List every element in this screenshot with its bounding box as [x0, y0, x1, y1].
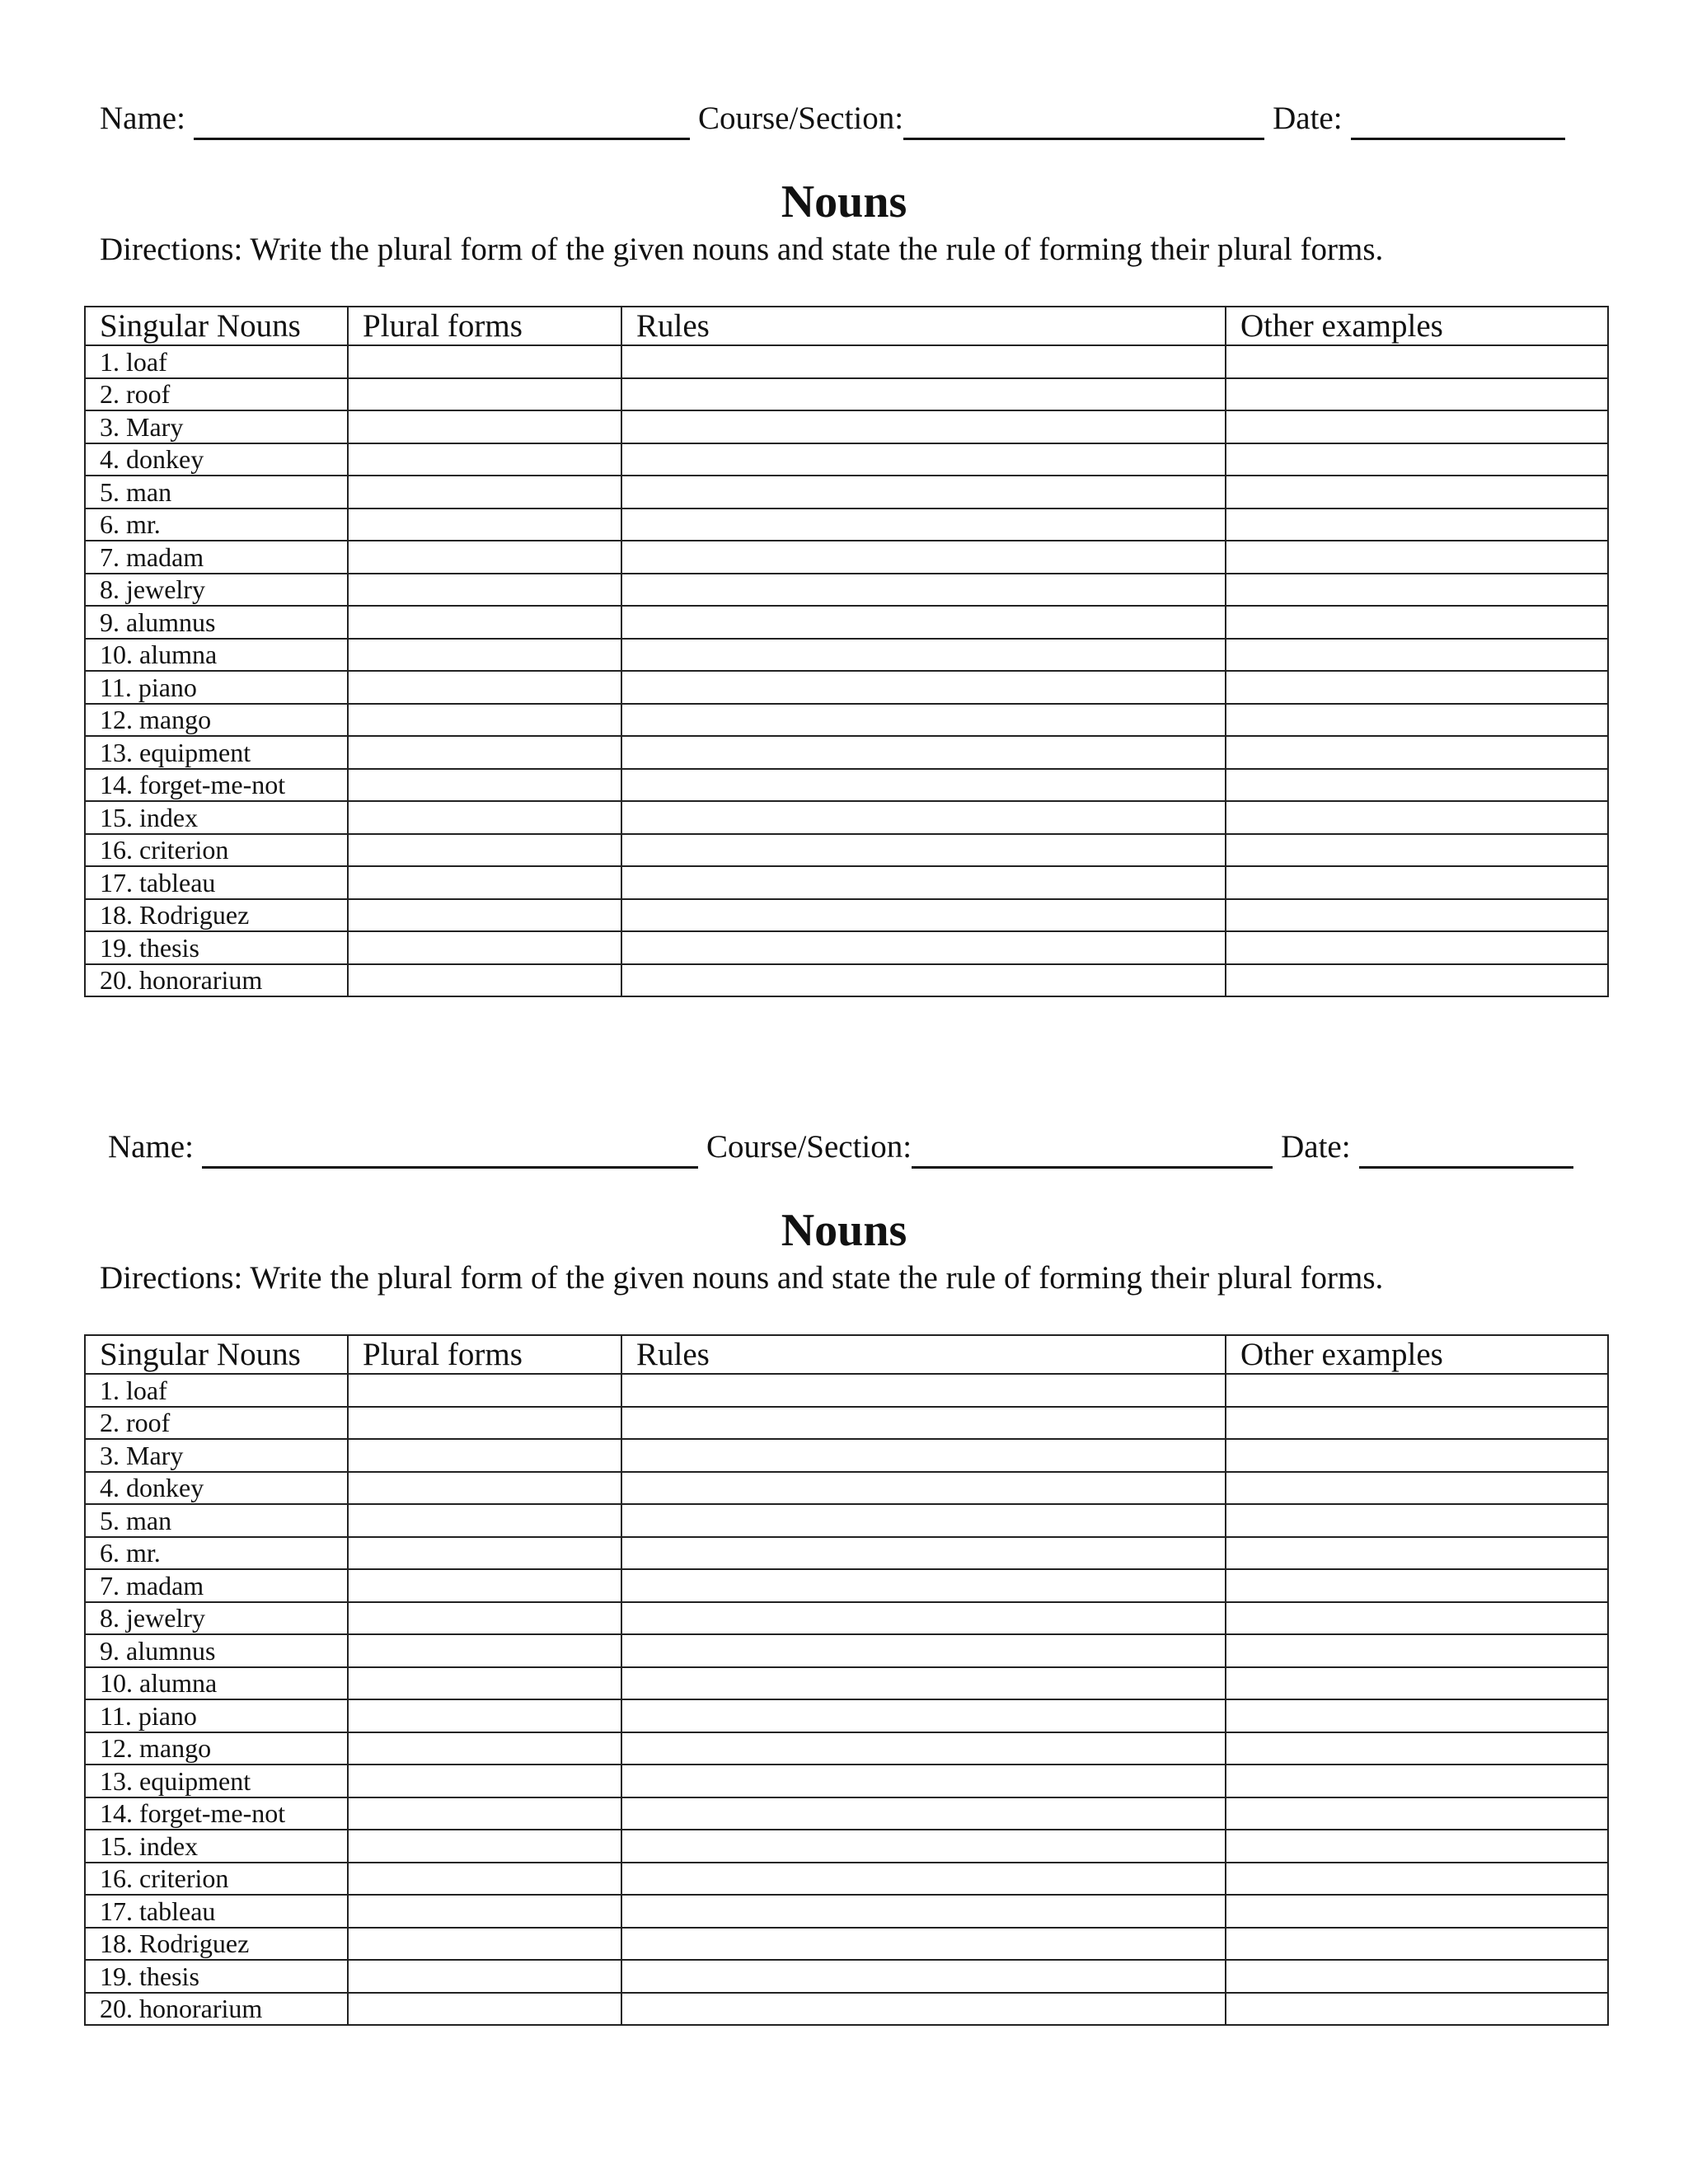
singular-noun: 20. honorarium	[85, 1993, 348, 2026]
table-row	[85, 1472, 1608, 1505]
table-row	[85, 834, 1608, 867]
rule-cell[interactable]	[621, 1830, 1226, 1863]
table-row	[85, 1895, 1608, 1928]
table-row	[85, 1537, 1608, 1570]
table-header-row	[85, 307, 1608, 345]
table-row	[85, 509, 1608, 541]
table-row	[85, 1374, 1608, 1407]
singular-noun: 17. tableau	[85, 866, 348, 899]
rule-cell[interactable]	[621, 1569, 1226, 1602]
table-row	[85, 899, 1608, 932]
singular-noun: 12. mango	[85, 704, 348, 737]
table-row	[85, 1634, 1608, 1667]
table-row	[85, 378, 1608, 411]
other-examples-cell[interactable]	[1226, 1699, 1608, 1732]
plural-form-cell[interactable]	[348, 834, 621, 867]
singular-noun: 8. jewelry	[85, 1602, 348, 1635]
plural-form-cell[interactable]	[348, 736, 621, 769]
singular-noun: 6. mr.	[85, 1537, 348, 1570]
other-examples-cell[interactable]	[1226, 1830, 1608, 1863]
singular-noun: 11. piano	[85, 671, 348, 704]
singular-noun: 6. mr.	[85, 509, 348, 541]
singular-noun: 15. index	[85, 1830, 348, 1863]
singular-noun: 18. Rodriguez	[85, 1928, 348, 1961]
table-row	[85, 1928, 1608, 1961]
table-header-row	[85, 1335, 1608, 1374]
other-examples-cell[interactable]	[1226, 931, 1608, 964]
rule-cell[interactable]	[621, 1602, 1226, 1635]
singular-noun: 19. thesis	[85, 1960, 348, 1993]
rule-cell[interactable]	[621, 704, 1226, 737]
plural-form-cell[interactable]	[348, 1863, 621, 1896]
table-row	[85, 1797, 1608, 1830]
table-row	[85, 866, 1608, 899]
singular-noun: 9. alumnus	[85, 1634, 348, 1667]
singular-noun: 3. Mary	[85, 1439, 348, 1472]
rule-cell[interactable]	[621, 541, 1226, 574]
table-row	[85, 574, 1608, 607]
rule-cell[interactable]	[621, 606, 1226, 639]
course-section-label: Course/Section:	[706, 1129, 912, 1165]
other-examples-cell[interactable]	[1226, 345, 1608, 378]
rule-cell[interactable]	[621, 509, 1226, 541]
rule-cell[interactable]	[621, 1993, 1226, 2026]
singular-noun: 4. donkey	[85, 443, 348, 476]
course-section-label: Course/Section:	[697, 101, 904, 136]
singular-noun: 8. jewelry	[85, 574, 348, 607]
other-examples-cell[interactable]	[1226, 639, 1608, 672]
rule-cell[interactable]	[621, 1634, 1226, 1667]
other-examples-cell[interactable]	[1226, 1960, 1608, 1993]
rule-cell[interactable]	[621, 639, 1226, 672]
other-examples-cell[interactable]	[1226, 1797, 1608, 1830]
plural-form-cell[interactable]	[348, 1928, 621, 1961]
student-info-line	[100, 97, 1565, 147]
plural-form-cell[interactable]	[348, 1472, 621, 1505]
plural-form-cell[interactable]	[348, 476, 621, 509]
singular-noun: 5. man	[85, 1504, 348, 1537]
singular-noun: 19. thesis	[85, 931, 348, 964]
other-examples-cell[interactable]	[1226, 606, 1608, 639]
plural-form-cell[interactable]	[348, 1993, 621, 2026]
rule-cell[interactable]	[621, 801, 1226, 834]
rule-cell[interactable]	[621, 1732, 1226, 1765]
plural-form-cell[interactable]	[348, 1895, 621, 1928]
table-row	[85, 1667, 1608, 1700]
plural-form-cell[interactable]	[348, 899, 621, 932]
rule-cell[interactable]	[621, 378, 1226, 411]
singular-noun: 14. forget-me-not	[85, 1797, 348, 1830]
plural-form-cell[interactable]	[348, 1830, 621, 1863]
table-row	[85, 671, 1608, 704]
date-label: Date:	[1273, 101, 1343, 136]
rule-cell[interactable]	[621, 1928, 1226, 1961]
other-examples-cell[interactable]	[1226, 801, 1608, 834]
singular-noun: 15. index	[85, 801, 348, 834]
other-examples-cell[interactable]	[1226, 1407, 1608, 1440]
other-examples-cell[interactable]	[1226, 1439, 1608, 1472]
other-examples-cell[interactable]	[1226, 736, 1608, 769]
singular-noun: 2. roof	[85, 378, 348, 411]
header-other-examples: Other examples	[1226, 1335, 1608, 1374]
singular-noun: 7. madam	[85, 541, 348, 574]
rule-cell[interactable]	[621, 834, 1226, 867]
rule-cell[interactable]	[621, 1504, 1226, 1537]
singular-noun: 13. equipment	[85, 1765, 348, 1797]
plural-form-cell[interactable]	[348, 410, 621, 443]
singular-noun: 18. Rodriguez	[85, 899, 348, 932]
other-examples-cell[interactable]	[1226, 509, 1608, 541]
table-row	[85, 931, 1608, 964]
name-label: Name:	[108, 1129, 194, 1165]
other-examples-cell[interactable]	[1226, 1667, 1608, 1700]
rule-cell[interactable]	[621, 345, 1226, 378]
rule-cell[interactable]	[621, 964, 1226, 997]
plural-form-cell[interactable]	[348, 1797, 621, 1830]
table-row	[85, 1569, 1608, 1602]
singular-noun: 7. madam	[85, 1569, 348, 1602]
table-row	[85, 1439, 1608, 1472]
other-examples-cell[interactable]	[1226, 1569, 1608, 1602]
rule-cell[interactable]	[621, 1797, 1226, 1830]
rule-cell[interactable]	[621, 1895, 1226, 1928]
other-examples-cell[interactable]	[1226, 1732, 1608, 1765]
table-row	[85, 606, 1608, 639]
other-examples-cell[interactable]	[1226, 671, 1608, 704]
table-row	[85, 541, 1608, 574]
plural-form-cell[interactable]	[348, 1374, 621, 1407]
plural-form-cell[interactable]	[348, 931, 621, 964]
other-examples-cell[interactable]	[1226, 1374, 1608, 1407]
rule-cell[interactable]	[621, 1407, 1226, 1440]
rule-cell[interactable]	[621, 1667, 1226, 1700]
plural-form-cell[interactable]	[348, 866, 621, 899]
other-examples-cell[interactable]	[1226, 410, 1608, 443]
plural-form-cell[interactable]	[348, 1407, 621, 1440]
directions-text: Directions: Write the plural form of the given nouns and state the rule of forming their plural forms.	[100, 232, 1384, 267]
plural-form-cell[interactable]	[348, 1732, 621, 1765]
plural-form-cell[interactable]	[348, 509, 621, 541]
rule-cell[interactable]	[621, 1439, 1226, 1472]
singular-noun: 4. donkey	[85, 1472, 348, 1505]
rule-cell[interactable]	[621, 410, 1226, 443]
course-section-blank[interactable]	[912, 1132, 1273, 1169]
singular-noun: 1. loaf	[85, 1374, 348, 1407]
table-row	[85, 443, 1608, 476]
singular-noun: 16. criterion	[85, 1863, 348, 1896]
other-examples-cell[interactable]	[1226, 899, 1608, 932]
table-row	[85, 1765, 1608, 1797]
date-blank[interactable]	[1351, 103, 1565, 140]
header-rules: Rules	[621, 1335, 1226, 1374]
other-examples-cell[interactable]	[1226, 1472, 1608, 1505]
table-row	[85, 1407, 1608, 1440]
plural-form-cell[interactable]	[348, 671, 621, 704]
other-examples-cell[interactable]	[1226, 443, 1608, 476]
plural-form-cell[interactable]	[348, 1765, 621, 1797]
plural-form-cell[interactable]	[348, 704, 621, 737]
other-examples-cell[interactable]	[1226, 1634, 1608, 1667]
table-row	[85, 1863, 1608, 1896]
rule-cell[interactable]	[621, 1960, 1226, 1993]
table-row	[85, 736, 1608, 769]
plural-form-cell[interactable]	[348, 801, 621, 834]
table-row	[85, 1960, 1608, 1993]
plural-form-cell[interactable]	[348, 769, 621, 802]
other-examples-cell[interactable]	[1226, 541, 1608, 574]
plural-form-cell[interactable]	[348, 606, 621, 639]
nouns-table	[84, 1334, 1609, 2026]
plural-form-cell[interactable]	[348, 1634, 621, 1667]
other-examples-cell[interactable]	[1226, 964, 1608, 997]
student-info-line	[108, 1126, 1573, 1175]
other-examples-cell[interactable]	[1226, 1537, 1608, 1570]
other-examples-cell[interactable]	[1226, 1863, 1608, 1896]
singular-noun: 14. forget-me-not	[85, 769, 348, 802]
singular-noun: 10. alumna	[85, 1667, 348, 1700]
other-examples-cell[interactable]	[1226, 704, 1608, 737]
table-row	[85, 1830, 1608, 1863]
rule-cell[interactable]	[621, 899, 1226, 932]
singular-noun: 16. criterion	[85, 834, 348, 867]
table-row	[85, 1602, 1608, 1635]
other-examples-cell[interactable]	[1226, 1765, 1608, 1797]
rule-cell[interactable]	[621, 1863, 1226, 1896]
rule-cell[interactable]	[621, 1699, 1226, 1732]
page-title: Nouns	[781, 176, 907, 227]
header-singular-nouns: Singular Nouns	[85, 307, 348, 345]
table-row	[85, 704, 1608, 737]
header-singular-nouns: Singular Nouns	[85, 1335, 348, 1374]
plural-form-cell[interactable]	[348, 639, 621, 672]
plural-form-cell[interactable]	[348, 378, 621, 411]
plural-form-cell[interactable]	[348, 964, 621, 997]
singular-noun: 11. piano	[85, 1699, 348, 1732]
other-examples-cell[interactable]	[1226, 769, 1608, 802]
header-plural-forms: Plural forms	[348, 307, 621, 345]
rule-cell[interactable]	[621, 1537, 1226, 1570]
header-rules: Rules	[621, 307, 1226, 345]
plural-form-cell[interactable]	[348, 1699, 621, 1732]
other-examples-cell[interactable]	[1226, 1602, 1608, 1635]
plural-form-cell[interactable]	[348, 1537, 621, 1570]
rule-cell[interactable]	[621, 866, 1226, 899]
plural-form-cell[interactable]	[348, 1667, 621, 1700]
other-examples-cell[interactable]	[1226, 1504, 1608, 1537]
table-row	[85, 1993, 1608, 2026]
other-examples-cell[interactable]	[1226, 1895, 1608, 1928]
plural-form-cell[interactable]	[348, 1602, 621, 1635]
plural-form-cell[interactable]	[348, 1439, 621, 1472]
other-examples-cell[interactable]	[1226, 378, 1608, 411]
table-row	[85, 410, 1608, 443]
rule-cell[interactable]	[621, 736, 1226, 769]
singular-noun: 20. honorarium	[85, 964, 348, 997]
name-label: Name:	[100, 101, 185, 136]
rule-cell[interactable]	[621, 574, 1226, 607]
page-title: Nouns	[781, 1205, 907, 1256]
rule-cell[interactable]	[621, 1374, 1226, 1407]
table-row	[85, 345, 1608, 378]
date-label: Date:	[1281, 1129, 1351, 1165]
plural-form-cell[interactable]	[348, 1569, 621, 1602]
other-examples-cell[interactable]	[1226, 866, 1608, 899]
nouns-table	[84, 306, 1609, 997]
singular-noun: 3. Mary	[85, 410, 348, 443]
table-row	[85, 964, 1608, 997]
plural-form-cell[interactable]	[348, 1960, 621, 1993]
date-blank[interactable]	[1359, 1132, 1573, 1169]
table-row	[85, 1732, 1608, 1765]
singular-noun: 10. alumna	[85, 639, 348, 672]
other-examples-cell[interactable]	[1226, 834, 1608, 867]
name-blank[interactable]	[202, 1132, 698, 1169]
header-other-examples: Other examples	[1226, 307, 1608, 345]
directions-text: Directions: Write the plural form of the given nouns and state the rule of forming their plural forms.	[100, 1260, 1384, 1296]
plural-form-cell[interactable]	[348, 574, 621, 607]
plural-form-cell[interactable]	[348, 541, 621, 574]
plural-form-cell[interactable]	[348, 1504, 621, 1537]
other-examples-cell[interactable]	[1226, 1928, 1608, 1961]
singular-noun: 1. loaf	[85, 345, 348, 378]
course-section-blank[interactable]	[903, 103, 1264, 140]
singular-noun: 5. man	[85, 476, 348, 509]
singular-noun: 13. equipment	[85, 736, 348, 769]
other-examples-cell[interactable]	[1226, 574, 1608, 607]
table-row	[85, 1504, 1608, 1537]
other-examples-cell[interactable]	[1226, 476, 1608, 509]
singular-noun: 9. alumnus	[85, 606, 348, 639]
singular-noun: 17. tableau	[85, 1895, 348, 1928]
singular-noun: 2. roof	[85, 1407, 348, 1440]
singular-noun: 12. mango	[85, 1732, 348, 1765]
rule-cell[interactable]	[621, 769, 1226, 802]
name-blank[interactable]	[194, 103, 690, 140]
rule-cell[interactable]	[621, 1765, 1226, 1797]
rule-cell[interactable]	[621, 476, 1226, 509]
plural-form-cell[interactable]	[348, 443, 621, 476]
rule-cell[interactable]	[621, 1472, 1226, 1505]
table-row	[85, 801, 1608, 834]
other-examples-cell[interactable]	[1226, 1993, 1608, 2026]
rule-cell[interactable]	[621, 443, 1226, 476]
table-row	[85, 1699, 1608, 1732]
rule-cell[interactable]	[621, 671, 1226, 704]
table-row	[85, 639, 1608, 672]
plural-form-cell[interactable]	[348, 345, 621, 378]
rule-cell[interactable]	[621, 931, 1226, 964]
table-row	[85, 769, 1608, 802]
header-plural-forms: Plural forms	[348, 1335, 621, 1374]
table-row	[85, 476, 1608, 509]
